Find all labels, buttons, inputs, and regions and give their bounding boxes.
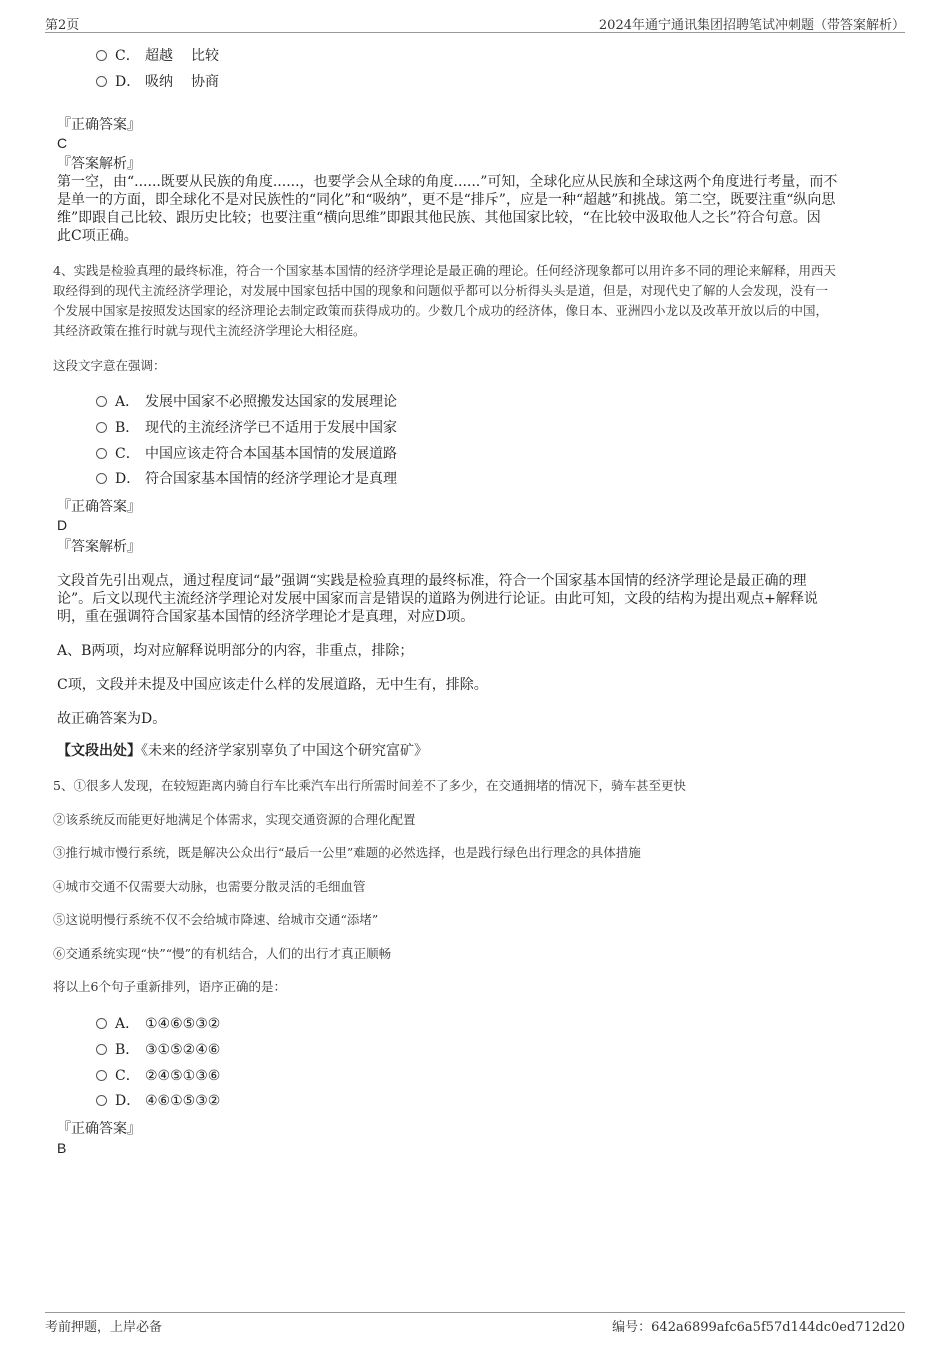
radio-icon[interactable] (96, 1070, 107, 1081)
q3-analysis: 第一空，由“......既要从民族的角度......，也要学会从全球的角度......”可知，全球化应从民族和全球这两个角度进行考量，而不 是单一的方面，即全球化不是对民族性的“同化”和“吸纳”，更不是“排斥”，应是一种“超越”和挑战。第二空，既要注重“纵向思 维”即跟自己比较、跟历史比较；也要注重“横向思维”即跟其他民族、其他国家比较，“在比较中汲取他人之长”符合句意。因 此C项正确。 (57, 174, 838, 244)
q4-option-b[interactable]: B． 现代的主流经济学已不适用于发展中国家 (96, 418, 397, 438)
source-title: 《未来的经济学家别辜负了中国这个研究富矿》 (141, 743, 428, 759)
radio-icon[interactable] (96, 473, 107, 484)
q4-analysis-label: 『答案解析』 (57, 539, 141, 555)
page-header (45, 14, 905, 33)
q5-question: 将以上6个句子重新排列，语序正确的是： (53, 979, 286, 994)
q4-answer-label: 『正确答案』 (57, 499, 141, 515)
q3-answer: C (57, 135, 68, 151)
document-title: 2024年通宁通讯集团招聘笔试冲刺题（带答案解析） (598, 18, 905, 33)
radio-icon[interactable] (96, 1044, 107, 1055)
q3-option-d[interactable]: D． 吸纳 协商 (96, 72, 219, 92)
q5-option-b[interactable]: B． ③①⑤②④⑥ (96, 1040, 220, 1060)
q5-sentence-6: ⑥交通系统实现“快”“慢”的有机结合，人们的出行才真正顺畅 (53, 946, 392, 961)
footer-slogan: 考前押题，上岸必备 (45, 1320, 163, 1335)
radio-icon[interactable] (96, 1095, 107, 1106)
q5-answer: B (57, 1140, 67, 1156)
radio-icon[interactable] (96, 76, 107, 87)
q4-option-a[interactable]: A． 发展中国家不必照搬发达国家的发展理论 (96, 392, 397, 412)
q4-analysis: 文段首先引出观点，通过程度词“最”强调“实践是检验真理的最终标准，符合一个国家基本国情的经济学理论是最正确的理 论”。后文以现代主流经济学理论对发展中国家而言是错误的道路为例进行论证。由此可知，文段的结构为提出观点+解释说 明，重在强调符合国家基本国情的经济学理论才是真理，对应D项。 (57, 573, 818, 625)
q4-option-c[interactable]: C． 中国应该走符合本国基本国情的发展道路 (96, 444, 397, 464)
q3-option-c[interactable]: C． 超越 比较 (96, 46, 219, 66)
source-label: 【文段出处】 (57, 743, 141, 759)
q5-option-c[interactable]: C． ②④⑤①③⑥ (96, 1066, 220, 1086)
q5-answer-label: 『正确答案』 (57, 1121, 141, 1137)
q4-conclusion: 故正确答案为D。 (57, 711, 167, 727)
q3-answer-label: 『正确答案』 (57, 117, 141, 133)
q4-analysis-c: C项，文段并未提及中国应该走什么样的发展道路，无中生有，排除。 (57, 677, 488, 693)
q3-analysis-label: 『答案解析』 (57, 156, 141, 172)
radio-icon[interactable] (96, 396, 107, 407)
radio-icon[interactable] (96, 50, 107, 61)
radio-icon[interactable] (96, 1018, 107, 1029)
q4-answer: D (57, 517, 68, 533)
q4-question: 这段文字意在强调： (53, 358, 166, 373)
q4-analysis-ab: A、B两项，均对应解释说明部分的内容，非重点，排除； (57, 643, 414, 659)
q4-option-d[interactable]: D． 符合国家基本国情的经济学理论才是真理 (96, 469, 397, 489)
page-footer (45, 1312, 905, 1335)
q4-source (57, 742, 428, 760)
page-number: 第2页 (45, 18, 80, 33)
q5-sentence-1: 5、①很多人发现，在较短距离内骑自行车比乘汽车出行所需时间差不了多少，在交通拥堵的情况下，骑车甚至更快 (53, 778, 686, 793)
q5-option-d[interactable]: D． ④⑥①⑤③② (96, 1091, 220, 1111)
q5-sentence-3: ③推行城市慢行系统，既是解决公众出行“最后一公里”难题的必然选择，也是践行绿色出行理念的具体措施 (53, 845, 641, 860)
radio-icon[interactable] (96, 422, 107, 433)
footer-doc-id: 编号：642a6899afc6a5f57d144dc0ed712d20 (612, 1320, 905, 1335)
q5-sentence-2: ②该系统反而能更好地满足个体需求，实现交通资源的合理化配置 (53, 812, 416, 827)
q5-sentence-4: ④城市交通不仅需要大动脉，也需要分散灵活的毛细血管 (53, 879, 366, 894)
q5-sentence-5: ⑤这说明慢行系统不仅不会给城市降速、给城市交通“添堵” (53, 912, 379, 927)
q4-stem: 4、实践是检验真理的最终标准，符合一个国家基本国情的经济学理论是最正确的理论。任何经济现象都可以用许多不同的理论来解释，用西天 取经得到的现代主流经济学理论，对发展中国家包括中国的现象和问题似乎都可以分析得头头是道，但是，对现代史了解的人会发现，没有一 个发展中国家是按照发达国家的经济理论去制定政策而获得成功的。少数几个成功的经济体，像日本、亚洲四小龙以及改革开放以后的中国， 其经济政策在推行时就与现代主流经济学理论大相径庭。 (53, 263, 836, 338)
radio-icon[interactable] (96, 448, 107, 459)
q5-option-a[interactable]: A． ①④⑥⑤③② (96, 1014, 220, 1034)
